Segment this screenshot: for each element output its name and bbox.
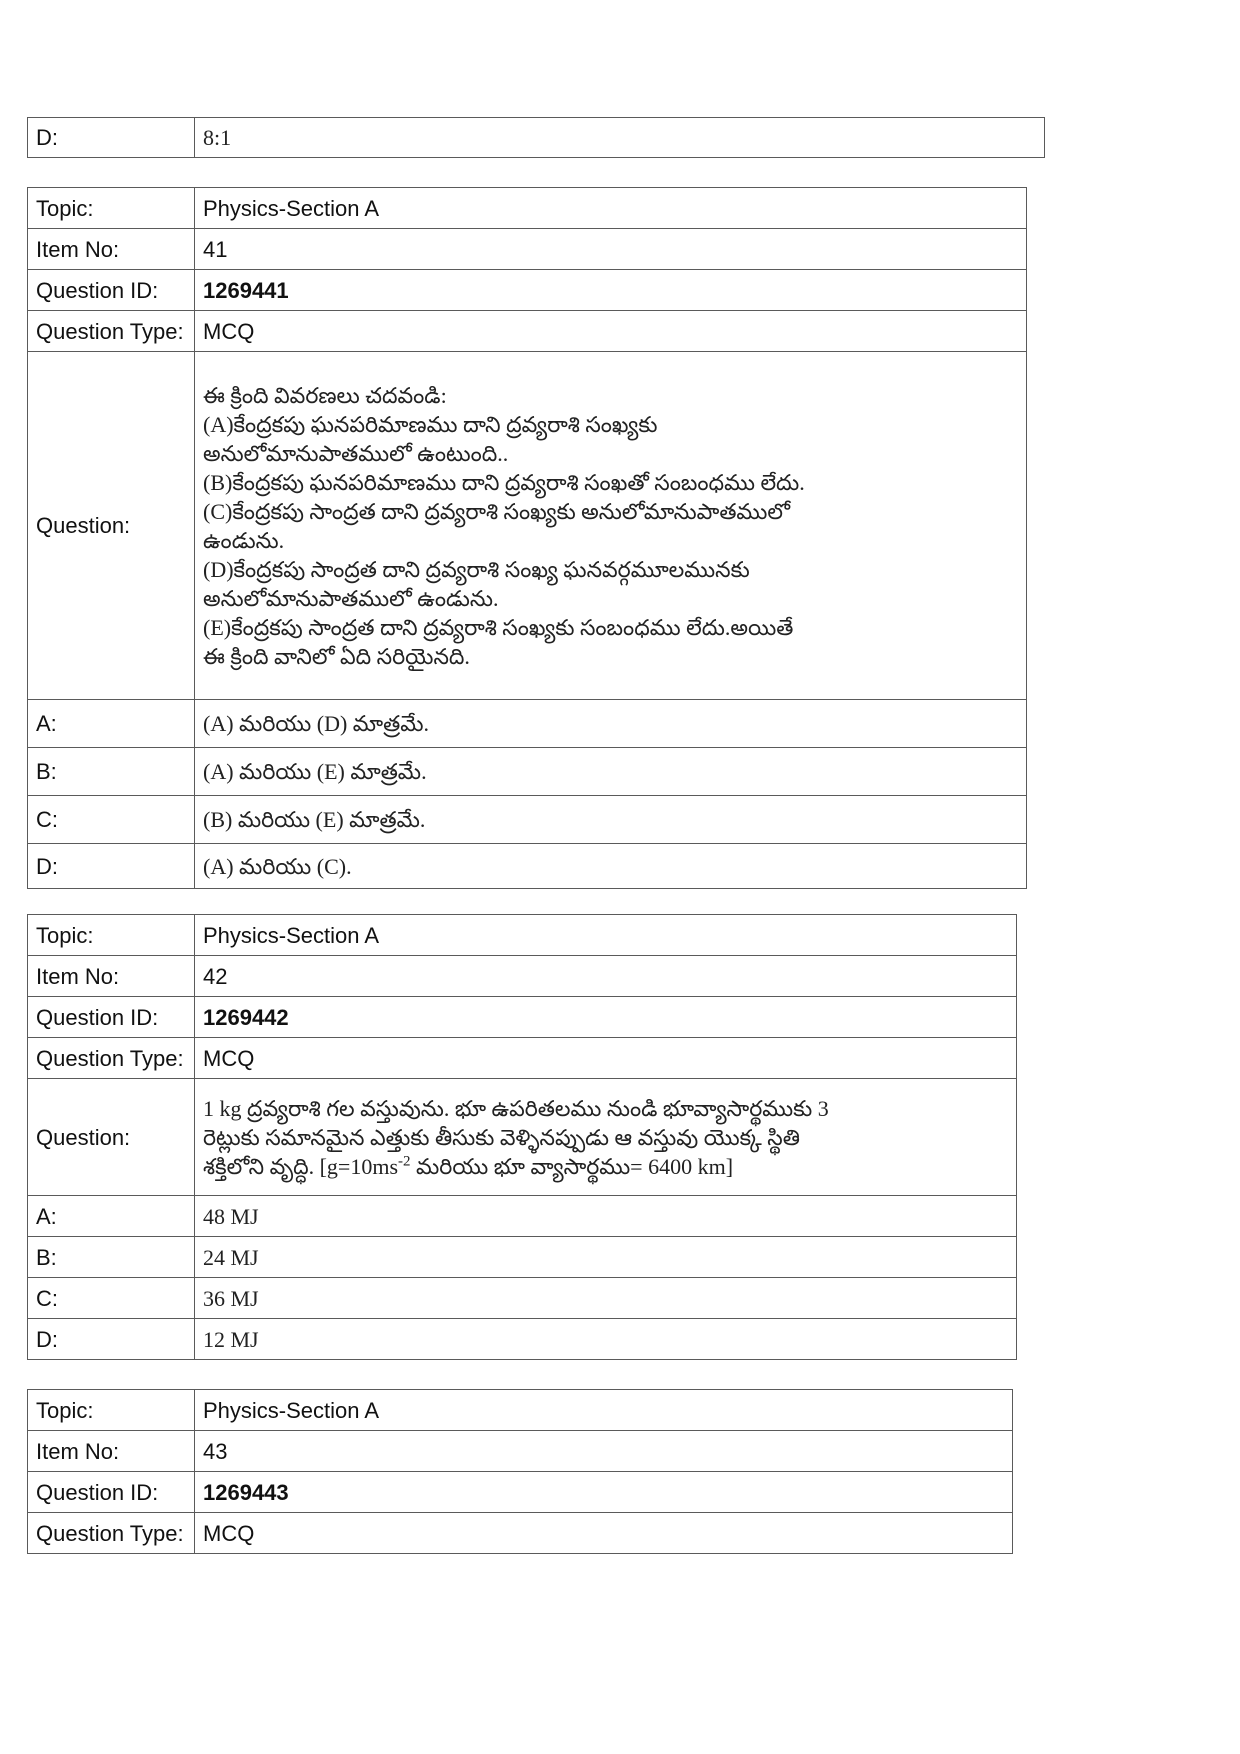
option-row-b [28, 748, 1027, 796]
option-row-a [28, 700, 1027, 748]
option-row-b [28, 1237, 1017, 1278]
question-text [195, 1079, 1017, 1196]
question-id-label: Question ID: [28, 270, 195, 311]
topic-value: Physics-Section A [195, 915, 1017, 956]
question-42-table [27, 914, 1017, 1360]
option-a-label: A: [28, 700, 195, 748]
option-d-label: D: [28, 844, 195, 889]
option-row-d [28, 1319, 1017, 1360]
option-c-value: 36 MJ [195, 1278, 1017, 1319]
option-d-value: (A) మరియు (C). [195, 844, 1027, 889]
item-no-label: Item No: [28, 1431, 195, 1472]
question-line: 1 kg ద్రవ్యరాశి గల వస్తువును. భూ ఉపరితలము నుండి భూవ్యాసార్థముకు 3 [203, 1095, 829, 1121]
topic-row [28, 188, 1027, 229]
question-text [195, 352, 1027, 700]
option-b-label: B: [28, 1237, 195, 1278]
question-line: ఈ క్రింది వివరణలు చదవండి: [203, 382, 447, 408]
option-row-d [28, 118, 1045, 158]
question-row [28, 1079, 1017, 1196]
item-no-value: 41 [195, 229, 1027, 270]
question-id-row [28, 997, 1017, 1038]
question-line: అనులోమానుపాతములో ఉంటుంది.. [203, 440, 509, 466]
question-id-value: 1269443 [195, 1472, 1013, 1513]
option-c-label: C: [28, 1278, 195, 1319]
question-line: అనులోమానుపాతములో ఉండును. [203, 585, 499, 611]
topic-label: Topic: [28, 915, 195, 956]
prev-question-table [27, 117, 1045, 158]
question-label: Question: [28, 352, 195, 700]
question-id-label: Question ID: [28, 1472, 195, 1513]
item-no-label: Item No: [28, 229, 195, 270]
option-d-value: 12 MJ [195, 1319, 1017, 1360]
question-row [28, 352, 1027, 700]
option-a-label: A: [28, 1196, 195, 1237]
question-line: (D)కేంద్రకపు సాంద్రత దాని ద్రవ్యరాశి సంఖ్య ఘనవర్గమూలమునకు [203, 556, 750, 582]
option-b-value: 24 MJ [195, 1237, 1017, 1278]
question-type-value: MCQ [195, 1038, 1017, 1079]
option-a-value: 48 MJ [195, 1196, 1017, 1237]
question-id-value: 1269441 [195, 270, 1027, 311]
question-line: (B)కేంద్రకపు ఘనపరిమాణము దాని ద్రవ్యరాశి సంఖతో సంబంధము లేదు. [203, 469, 805, 495]
topic-value: Physics-Section A [195, 1390, 1013, 1431]
question-41-table [27, 187, 1027, 889]
question-line [203, 1152, 1008, 1181]
topic-row [28, 1390, 1013, 1431]
exponent: -2 [398, 1153, 411, 1170]
option-row-c [28, 1278, 1017, 1319]
option-row-c [28, 796, 1027, 844]
question-type-value: MCQ [195, 311, 1027, 352]
question-id-value: 1269442 [195, 997, 1017, 1038]
question-line: ఉండును. [203, 527, 285, 553]
question-line: రెట్లుకు సమానమైన ఎత్తుకు తీసుకు వెళ్ళినప్పుడు ఆ వస్తువు యొక్క స్థితి [203, 1124, 800, 1150]
question-line: (A)కేంద్రకపు ఘనపరిమాణము దాని ద్రవ్యరాశి సంఖ్యకు [203, 411, 658, 437]
question-type-label: Question Type: [28, 311, 195, 352]
item-no-value: 43 [195, 1431, 1013, 1472]
question-type-row [28, 311, 1027, 352]
option-c-label: C: [28, 796, 195, 844]
question-line-part: శక్తిలోని వృద్ధి. [g=10ms [203, 1153, 399, 1179]
item-no-value: 42 [195, 956, 1017, 997]
option-row-d [28, 844, 1027, 889]
question-id-row [28, 270, 1027, 311]
option-a-value: (A) మరియు (D) మాత్రమే. [195, 700, 1027, 748]
topic-label: Topic: [28, 1390, 195, 1431]
question-type-label: Question Type: [28, 1513, 195, 1554]
question-type-label: Question Type: [28, 1038, 195, 1079]
question-id-label: Question ID: [28, 997, 195, 1038]
option-d-label: D: [28, 1319, 195, 1360]
question-type-value: MCQ [195, 1513, 1013, 1554]
option-c-value: (B) మరియు (E) మాత్రమే. [195, 796, 1027, 844]
option-b-value: (A) మరియు (E) మాత్రమే. [195, 748, 1027, 796]
question-line: ఈ క్రింది వానిలో ఏది సరియైనది. [203, 643, 470, 669]
item-no-row [28, 1431, 1013, 1472]
question-43-table [27, 1389, 1013, 1554]
question-type-row [28, 1038, 1017, 1079]
option-row-a [28, 1196, 1017, 1237]
topic-row [28, 915, 1017, 956]
option-d-label: D: [28, 118, 195, 158]
item-no-label: Item No: [28, 956, 195, 997]
question-line: (C)కేంద్రకపు సాంద్రత దాని ద్రవ్యరాశి సంఖ్యకు అనులోమానుపాతములో [203, 498, 790, 524]
question-type-row [28, 1513, 1013, 1554]
item-no-row [28, 956, 1017, 997]
option-b-label: B: [28, 748, 195, 796]
topic-label: Topic: [28, 188, 195, 229]
question-id-row [28, 1472, 1013, 1513]
option-d-value: 8:1 [195, 118, 1045, 158]
item-no-row [28, 229, 1027, 270]
question-line-part: మరియు భూ వ్యాసార్థము= 6400 km] [410, 1153, 734, 1179]
question-label: Question: [28, 1079, 195, 1196]
topic-value: Physics-Section A [195, 188, 1027, 229]
question-line: (E)కేంద్రకపు సాంద్రత దాని ద్రవ్యరాశి సంఖ్యకు సంబంధము లేదు.అయితే [203, 614, 794, 640]
